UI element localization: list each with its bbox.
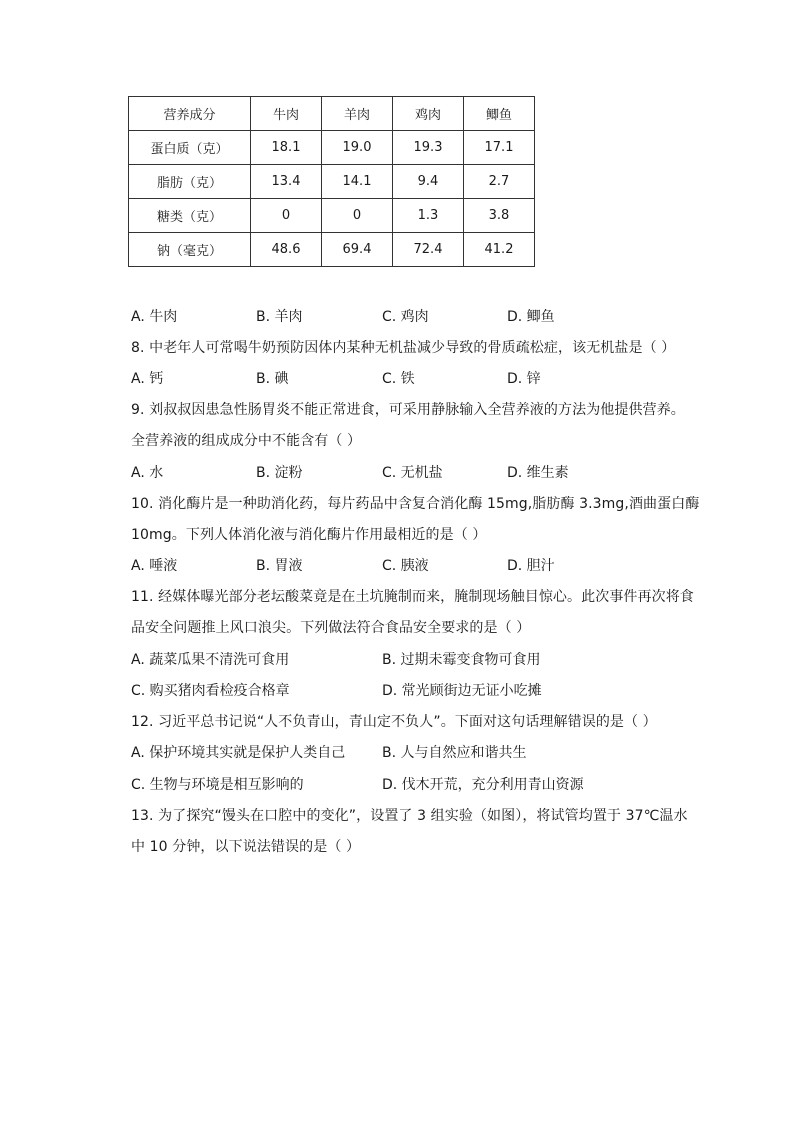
q9-stem-line2: 全营养液的组成成分中不能含有（ ） (131, 433, 362, 449)
q10-stem-line1: 10. 消化酶片是一种助消化药，每片药品中含复合消化酶 15mg,脂肪酶 3.3mg,酒曲蛋白酶 (131, 496, 700, 512)
q11-option-a[interactable]: A. 蔬菜瓜果不清洗可食用 (131, 652, 290, 668)
q8-option-a[interactable]: A. 钙 (131, 371, 164, 387)
table-cell: 3.8 (464, 199, 535, 233)
table-cell: 脂肪（克） (129, 165, 251, 199)
q8-option-d[interactable]: D. 锌 (507, 371, 541, 387)
table-header-cell: 鸡肉 (393, 97, 464, 131)
q12-option-d[interactable]: D. 伐木开荒，充分利用青山资源 (382, 777, 584, 793)
table-header-row (129, 97, 535, 131)
table-cell: 41.2 (464, 233, 535, 267)
table-cell: 14.1 (322, 165, 393, 199)
q9-stem-line1: 9. 刘叔叔因患急性肠胃炎不能正常进食，可采用静脉输入全营养液的方法为他提供营养。 (131, 402, 685, 418)
table-cell: 1.3 (393, 199, 464, 233)
table-cell: 72.4 (393, 233, 464, 267)
q9-option-a[interactable]: A. 水 (131, 465, 164, 481)
table-cell: 2.7 (464, 165, 535, 199)
q7-option-d[interactable]: D. 鲫鱼 (507, 309, 555, 325)
table-header-cell: 羊肉 (322, 97, 393, 131)
q11-stem-line1: 11. 经媒体曝光部分老坛酸菜竟是在土坑腌制而来，腌制现场触目惊心。此次事件再次将食 (131, 589, 694, 605)
q12-option-c[interactable]: C. 生物与环境是相互影响的 (131, 777, 304, 793)
table-cell: 48.6 (251, 233, 322, 267)
table-cell: 19.3 (393, 131, 464, 165)
q12-option-b[interactable]: B. 人与自然应和谐共生 (382, 745, 527, 761)
q9-option-d[interactable]: D. 维生素 (507, 465, 569, 481)
q11-option-b[interactable]: B. 过期未霉变食物可食用 (382, 652, 541, 668)
q9-option-b[interactable]: B. 淀粉 (256, 465, 303, 481)
table-cell: 18.1 (251, 131, 322, 165)
q8-stem: 8. 中老年人可常喝牛奶预防因体内某种无机盐减少导致的骨质疏松症，该无机盐是（ ） (131, 340, 676, 356)
q11-option-d[interactable]: D. 常光顾街边无证小吃摊 (382, 683, 542, 699)
table-cell: 17.1 (464, 131, 535, 165)
q10-option-c[interactable]: C. 胰液 (382, 558, 429, 574)
nutrition-table (128, 96, 535, 267)
table-header-cell: 营养成分 (129, 97, 251, 131)
table-cell: 钠（毫克） (129, 233, 251, 267)
table-cell: 19.0 (322, 131, 393, 165)
table-header-cell: 鲫鱼 (464, 97, 535, 131)
q12-option-a[interactable]: A. 保护环境其实就是保护人类自己 (131, 745, 346, 761)
table-row (129, 131, 535, 165)
q11-option-c[interactable]: C. 购买猪肉看检疫合格章 (131, 683, 290, 699)
table-cell: 13.4 (251, 165, 322, 199)
q10-option-d[interactable]: D. 胆汁 (507, 558, 555, 574)
q13-stem-line1: 13. 为了探究“馒头在口腔中的变化”，设置了 3 组实验（如图），将试管均置于 37℃温水 (131, 808, 688, 824)
table-row (129, 199, 535, 233)
table-cell: 糖类（克） (129, 199, 251, 233)
q10-stem-line2: 10mg。下列人体消化液与消化酶片作用最相近的是（ ） (131, 527, 487, 543)
q8-option-c[interactable]: C. 铁 (382, 371, 415, 387)
q7-option-a[interactable]: A. 牛肉 (131, 309, 178, 325)
q11-stem-line2: 品安全问题推上风口浪尖。下列做法符合食品安全要求的是（ ） (131, 620, 531, 636)
table-cell: 蛋白质（克） (129, 131, 251, 165)
table-row (129, 233, 535, 267)
q10-option-b[interactable]: B. 胃液 (256, 558, 303, 574)
table-cell: 0 (322, 199, 393, 233)
table-header-cell: 牛肉 (251, 97, 322, 131)
q7-option-c[interactable]: C. 鸡肉 (382, 309, 429, 325)
q13-stem-line2: 中 10 分钟，以下说法错误的是（ ） (131, 839, 361, 855)
table-cell: 0 (251, 199, 322, 233)
table-cell: 9.4 (393, 165, 464, 199)
q7-option-b[interactable]: B. 羊肉 (256, 309, 303, 325)
q10-option-a[interactable]: A. 唾液 (131, 558, 178, 574)
table-row (129, 165, 535, 199)
q9-option-c[interactable]: C. 无机盐 (382, 465, 443, 481)
q8-option-b[interactable]: B. 碘 (256, 371, 289, 387)
q12-stem: 12. 习近平总书记说“人不负青山，青山定不负人”。下面对这句话理解错误的是（ ） (131, 714, 657, 730)
table-cell: 69.4 (322, 233, 393, 267)
